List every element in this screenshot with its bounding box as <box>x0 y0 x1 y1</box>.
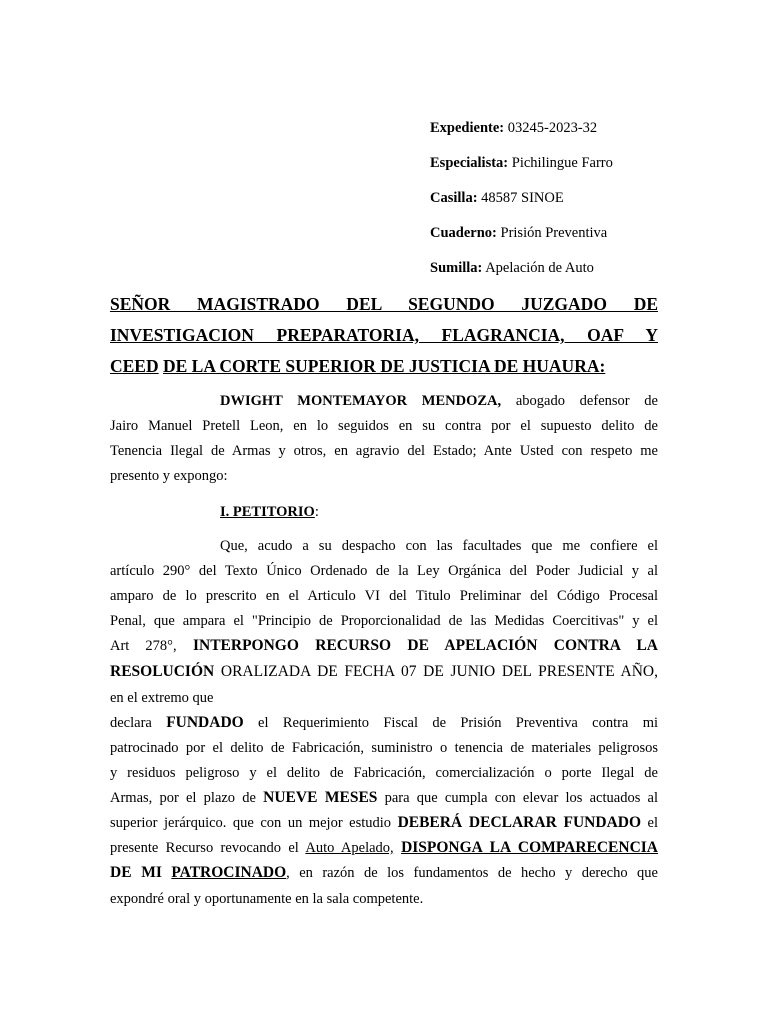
cuaderno-label: Cuaderno: <box>430 225 497 241</box>
petitorio-line-2: artículo 290° del Texto Único Ordenado de la Ley Orgánica del Poder Judicial y al <box>110 563 658 579</box>
petitorio-line-4: Penal, que ampara el "Principio de Proporcionalidad de las Medidas Coercitivas" y el <box>110 613 658 629</box>
casilla-value: 48587 SINOE <box>477 190 564 206</box>
petitorio-line-13c: DISPONGA LA COMPARECENCIA <box>401 839 659 856</box>
petitorio-line-12a: superior jerárquico. que con un mejor estudio <box>110 815 392 831</box>
casilla-label: Casilla: <box>430 190 478 206</box>
sumilla-line <box>430 259 750 277</box>
section-title <box>220 503 768 521</box>
addressee-line-2 <box>110 320 658 351</box>
petitorio-line-6b: ORALIZADA DE FECHA 07 DE JUNIO DEL PRESENTE AÑO, <box>220 663 659 680</box>
addressee-line-3 <box>110 351 658 382</box>
sumilla-label: Sumilla: <box>430 260 483 276</box>
petitorio-line-1: Que, acudo a su despacho con las facultades que me confiere el <box>220 538 658 554</box>
petitorio-line-13b: Auto Apelado, <box>305 840 394 856</box>
petitorio-line-9: patrocinado por el delito de Fabricación, suministro o tenencia de materiales peligrosos <box>110 740 658 756</box>
petitorio-line-13a: presente Recurso revocando el <box>110 840 299 856</box>
intro-line-2: Jairo Manuel Pretell Leon, en lo seguidos en su contra por el supuesto delito de <box>110 418 658 434</box>
petitorio-line-10: y residuos peligroso y el delito de Fabricación, comercialización o porte Ilegal de <box>110 765 658 781</box>
petitorio-line-12c: el <box>647 815 658 831</box>
petitorio-line-14c: , en razón de los fundamentos de hecho y derecho que <box>286 865 658 881</box>
cuaderno-line <box>430 224 750 242</box>
expediente-value: 03245-2023-32 <box>504 120 598 136</box>
petitorio-line-11 <box>110 789 658 807</box>
intro-line-1-rest: abogado defensor de <box>501 393 658 409</box>
intro-line-4: presento y expongo: <box>110 468 228 484</box>
sumilla-value: Apelación de Auto <box>482 260 594 276</box>
especialista-label: Especialista: <box>430 155 509 171</box>
petitorio-line-5 <box>110 637 658 655</box>
addressee-text-2: INVESTIGACION PREPARATORIA, FLAGRANCIA, OAF Y <box>110 325 658 345</box>
petitorio-line-11b: NUEVE MESES <box>263 789 378 806</box>
petitorio-line-5b: INTERPONGO RECURSO DE APELACIÓN CONTRA LA <box>192 637 658 654</box>
petitorio-line-8 <box>110 714 658 732</box>
petitorio-line-3: amparo de lo prescrito en el Articulo VI del Titulo Preliminar del Código Procesal <box>110 588 658 604</box>
petitorio-line-12b: DEBERÁ DECLARAR FUNDADO <box>397 814 642 831</box>
intro-line-3: Tenencia Ilegal de Armas y otros, en agravio del Estado; Ante Usted con respeto me <box>110 443 658 459</box>
intro-line-1 <box>220 392 658 410</box>
petitorio-line-11a: Armas, por el plazo de <box>110 790 256 806</box>
petitorio-line-5a: Art 278°, <box>110 638 177 654</box>
especialista-line <box>430 154 750 172</box>
petitorio-line-8a: declara <box>110 715 152 731</box>
expediente-label: Expediente: <box>430 120 505 136</box>
petitorio-line-15: expondré oral y oportunamente en la sala competente. <box>110 891 424 907</box>
cuaderno-value: Prisión Preventiva <box>496 225 608 241</box>
section-title-colon: : <box>314 504 319 520</box>
petitorio-line-13 <box>110 839 658 857</box>
addressee-line-1 <box>110 289 658 320</box>
casilla-line <box>430 189 750 207</box>
petitorio-line-14 <box>110 864 658 882</box>
petitorio-line-7: en el extremo que <box>110 690 214 706</box>
addressee-text-1: SEÑOR MAGISTRADO DEL SEGUNDO JUZGADO DE <box>110 294 658 314</box>
petitorio-line-8b: FUNDADO <box>166 714 244 731</box>
lawyer-name: DWIGHT MONTEMAYOR MENDOZA, <box>220 393 502 409</box>
petitorio-line-11c: para que cumpla con elevar los actuados al <box>384 790 659 806</box>
addressee-text-3b: DE LA CORTE SUPERIOR DE JUSTICIA DE HUAURA: <box>163 356 606 376</box>
petitorio-line-12 <box>110 814 658 832</box>
petitorio-line-6a: RESOLUCIÓN <box>110 663 215 680</box>
section-title-text: I. PETITORIO <box>220 504 315 520</box>
petitorio-line-14b: PATROCINADO <box>171 864 287 881</box>
especialista-value: Pichilingue Farro <box>508 155 613 171</box>
expediente-line <box>430 119 750 137</box>
petitorio-line-6 <box>110 663 658 681</box>
petitorio-line-8c: el Requerimiento Fiscal de Prisión Preventiva contra mi <box>258 715 659 731</box>
petitorio-line-14a: DE MI <box>110 864 162 881</box>
addressee-text-3a: CEED <box>110 356 159 376</box>
